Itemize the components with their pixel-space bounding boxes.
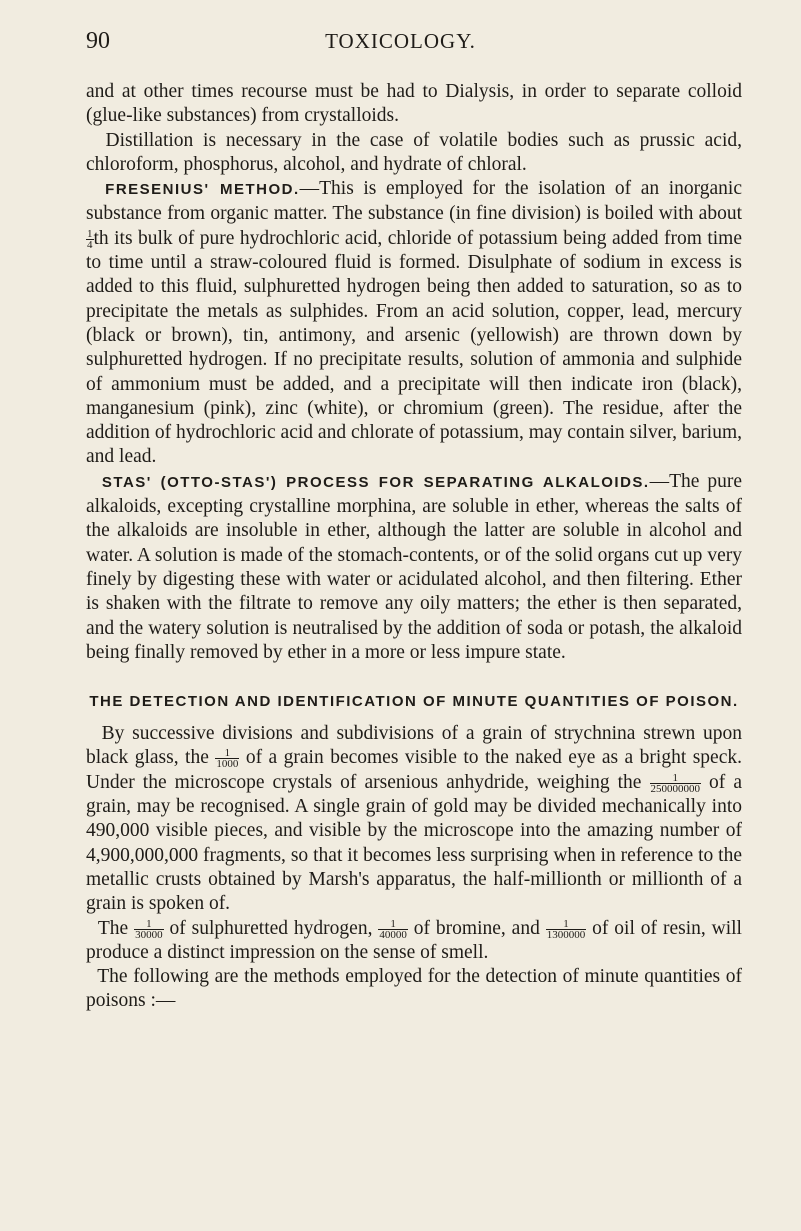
paragraph-stas-process: STAS' (OTTO-STAS') PROCESS FOR SEPARATING ALKALOIDS.—The pure alkaloids, excepting crystalline morphina, are soluble in ether, whereas the salts of the alkaloids are insoluble in ether, although the latter are soluble in alcohol and water. A solution is made of the stomach-contents, or of the solid organs cut up very finely by digesting these with water or acidulated alcohol, and then filtering. Ether is shaken with the filtrate to remove any oily matters; the ether is then separated, and the watery solution is neutralised by the addition of soda or potash, the alkaloid being finally removed by ether in a more or less impure state. [86, 470, 743, 663]
fraction: $\frac{1}{250000000}$ [650, 771, 701, 795]
paragraph-fresenius: FRESENIUS' METHOD.—This is employed for the isolation of an inorganic substance from organic matter. The substance (in fine division) is boiled with about $\frac{1}{4}$ th its bulk of pure hydrochloric acid, chloride of potassium being added from time to time until a straw-coloured fluid is formed. Disulphate of sodium in excess is added to this fluid, sulphuretted hydrogen being then added to saturation, so as to precipitate the metals as sulphides. From an acid solution, copper, lead, mercury (black or brown), tin, antimony, and arsenic (yellowish) are thrown down by sulphuretted hydrogen. If no precipitate results, solution of ammonia and sulphide of ammonium must be added, and a precipitate will then indicate iron (black), manganesium (pink), zinc (white), or chromium (green). The residue, after the addition of hydrochloric acid and chlorate of potassium, may contain silver, barium, and lead. [86, 178, 743, 468]
paragraph-methods: The following are the methods employed for the detection of minute quantities of poisons :— [86, 966, 742, 1012]
fresenius-heading: FRESENIUS' METHOD. [105, 181, 300, 199]
paragraph-distillation: Distillation is necessary in the case of volatile bodies such as prussic acid, chloroform, phosphorus, alcohol, and hydrate of chloral. [86, 129, 743, 175]
section-title: THE DETECTION AND IDENTIFICATION OF MINUTE QUANTITIES OF POISON. [89, 693, 739, 711]
fraction: $\frac{1}{40000}$ [379, 917, 407, 941]
stas-heading: STAS' (OTTO-STAS') PROCESS FOR SEPARATING ALKALOIDS. [101, 473, 650, 491]
fraction: $\frac{1}{1300000}$ [546, 917, 586, 941]
running-title: TOXICOLOGY. [325, 29, 476, 53]
fraction-one-fourth: $\frac{1}{4}$ [87, 227, 93, 251]
page-body [86, 80, 742, 1014]
page-number: 90 [86, 28, 110, 54]
fraction: $\frac{1}{1000}$ [216, 747, 239, 771]
paragraph-strychnina: By successive divisions and subdivisions of a grain of strychnina strewn upon black glass, the $\frac{1}{1000}$ of a grain becomes visible to the naked eye as a bright speck. Under the microscope crystals of arsenious anhydride, weighing the $\frac{1}{250000000}$ of a grain, may be recognised. A single grain of gold may be divided mechanically into 490,000 visible pieces, and visible by the microscope into the amazing number of 4,900,000,000 fragments, so that it becomes less surprising when in reference to the metallic crusts obtained by Marsh's apparatus, the half-millionth or millionth of a grain is spoken of. [86, 723, 743, 915]
running-head [0, 28, 801, 62]
fraction: $\frac{1}{30000}$ [135, 917, 163, 941]
paragraph-smell: The $\frac{1}{30000}$ of sulphuretted hydrogen, $\frac{1}{40000}$ of bromine, and $\frac{1}{1300000}$ of oil of resin, will produce a distinct impression on the sense of smell. [86, 917, 742, 963]
paragraph-dialysis: and at other times recourse must be had to Dialysis, in order to separate colloid (glue-like substances) from crystalloids. [86, 81, 742, 127]
